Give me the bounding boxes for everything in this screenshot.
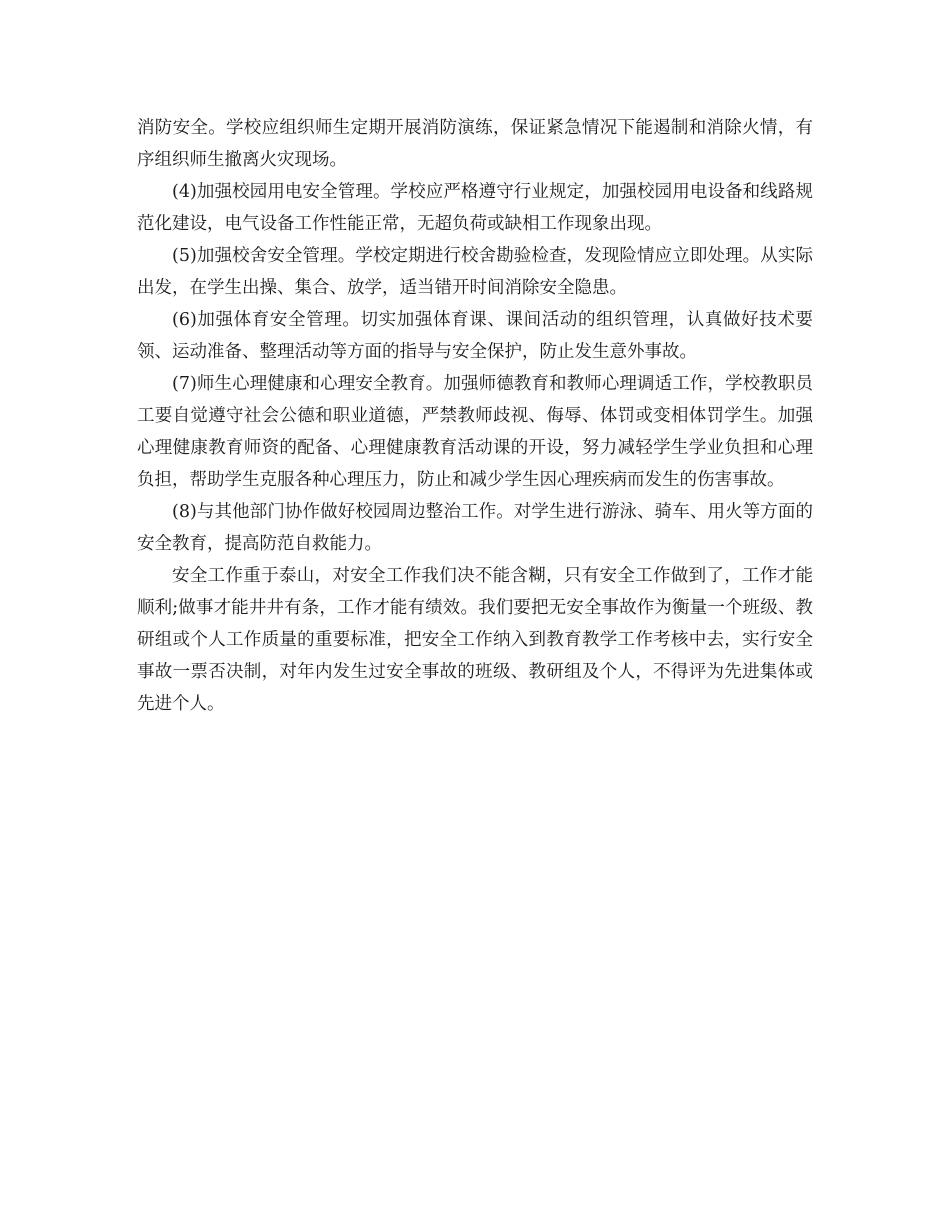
paragraph-fire-safety: 消防安全。学校应组织师生定期开展消防演练，保证紧急情况下能遏制和消除火情，有序组织师生撤离火灾现场。 <box>137 118 813 170</box>
paragraph-mental-health: (7)师生心理健康和心理安全教育。加强师德教育和教师心理调适工作，学校教职员工要自觉遵守社会公德和职业道德，严禁教师歧视、侮辱、体罚或变相体罚学生。加强心理健康教育师资的配备、心理健康教育活动课的开设，努力减轻学生学业负担和心理负担，帮助学生克服各种心理压力，防止和减少学生因心理疾病而发生的伤害事故。 <box>137 374 813 490</box>
paragraph-campus-surroundings: (8)与其他部门协作做好校园周边整治工作。对学生进行游泳、骑车、用火等方面的安全教育，提高防范自救能力。 <box>137 502 813 554</box>
document-page <box>137 112 813 720</box>
paragraph-sports-safety: (6)加强体育安全管理。切实加强体育课、课间活动的组织管理，认真做好技术要领、运动准备、整理活动等方面的指导与安全保护，防止发生意外事故。 <box>137 310 813 362</box>
paragraph-electrical-safety: (4)加强校园用电安全管理。学校应严格遵守行业规定，加强校园用电设备和线路规范化建设，电气设备工作性能正常，无超负荷或缺相工作现象出现。 <box>137 182 813 234</box>
paragraph-conclusion: 安全工作重于泰山，对安全工作我们决不能含糊，只有安全工作做到了，工作才能顺利;做事才能井井有条，工作才能有绩效。我们要把无安全事故作为衡量一个班级、教研组或个人工作质量的重要标准，把安全工作纳入到教育教学工作考核中去，实行安全事故一票否决制，对年内发生过安全事故的班级、教研组及个人，不得评为先进集体或先进个人。 <box>137 566 813 714</box>
paragraph-building-safety: (5)加强校舍安全管理。学校定期进行校舍勘验检查，发现险情应立即处理。从实际出发，在学生出操、集合、放学，适当错开时间消除安全隐患。 <box>137 246 813 298</box>
